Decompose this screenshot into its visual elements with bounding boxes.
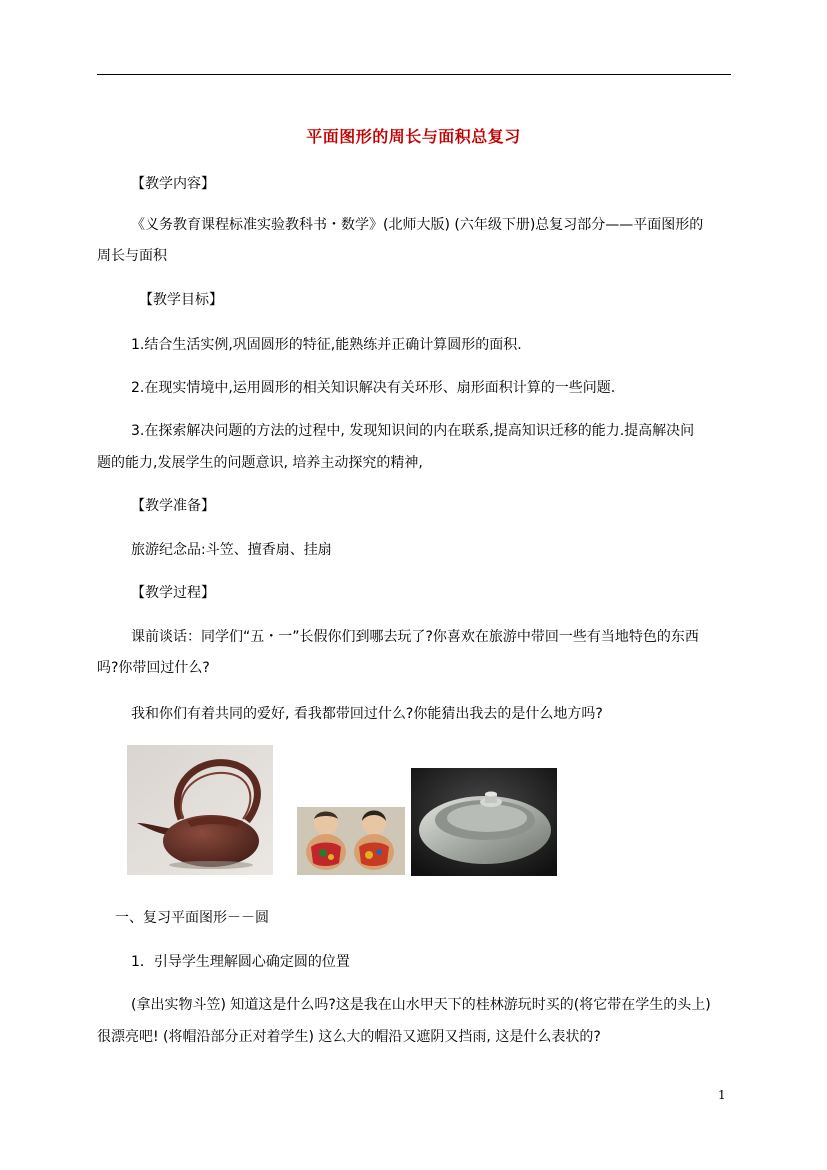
teapot-image	[127, 745, 273, 875]
page-title: 平面图形的周长与面积总复习	[306, 127, 521, 146]
goal-1: 1.结合生活实例,巩固圆形的特征,能熟练并正确计算圆形的面积.	[131, 337, 522, 353]
content-text-line-1: 《义务教育课程标准实验教科书・数学》(北师大版) (六年级下册)总复习部分——平面图形的	[131, 217, 704, 233]
talk-line-2: 吗?你带回过什么?	[97, 660, 210, 676]
figurines-image	[297, 807, 405, 875]
paragraph-line-2: 很漂亮吧! (将帽沿部分正对着学生) 这么大的帽沿又遮阴又挡雨, 这是什么表状的?	[97, 1029, 601, 1045]
page-number: 1	[718, 1088, 726, 1102]
content-text-line-2: 周长与面积	[97, 248, 167, 264]
talk-line-3: 我和你们有着共同的爱好, 看我都带回过什么?你能猜出我去的是什么地方吗?	[131, 706, 603, 722]
talk-line-1: 课前谈话：同学们“五・一”长假你们到哪去玩了?你喜欢在旅游中带回一些有当地特色的东西	[131, 629, 699, 645]
goal-3-line-2: 题的能力,发展学生的问题意识, 培养主动探究的精神,	[97, 455, 423, 471]
header-rule	[97, 74, 731, 75]
goal-2: 2.在现实情境中,运用圆形的相关知识解决有关环形、扇形面积计算的一些问题.	[131, 380, 616, 396]
prep-heading: 【教学准备】	[131, 498, 215, 514]
prep-text: 旅游纪念品:斗笠、擅香扇、挂扇	[131, 542, 332, 558]
process-heading: 【教学过程】	[131, 585, 215, 601]
goal-3-line-1: 3.在探索解决问题的方法的过程中, 发现知识间的内在联系,提高知识迁移的能力.提高解决问	[131, 423, 695, 439]
goals-heading: 【教学目标】	[139, 292, 223, 308]
step-1: 1．引导学生理解圆心确定圆的位置	[131, 954, 350, 970]
paragraph-line-1: (拿出实物斗笠) 知道这是什么吗?这是我在山水甲天下的桂林游玩时买的(将它带在学生的头上)	[131, 997, 711, 1013]
content-heading: 【教学内容】	[131, 176, 215, 192]
stone-bowl-image	[411, 768, 557, 876]
review-heading: 一、复习平面图形－－圆	[115, 910, 269, 926]
